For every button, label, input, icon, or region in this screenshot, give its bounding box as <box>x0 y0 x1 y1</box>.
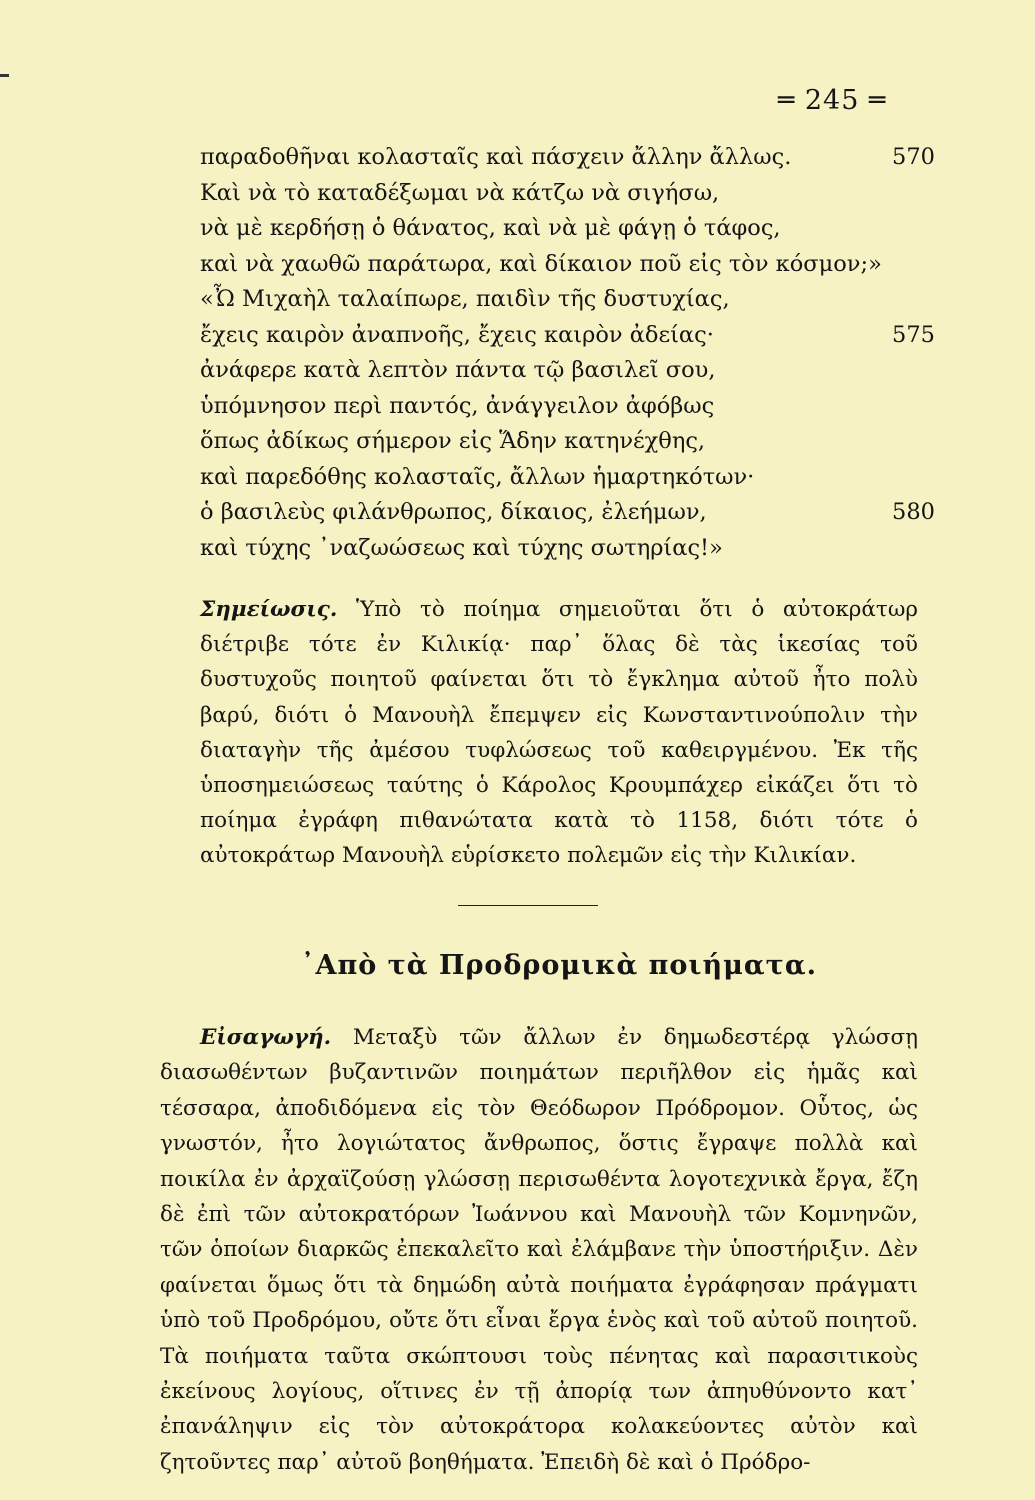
poem-line-text: ὁ βασιλεὺς φιλάνθρωπος, δίκαιος, ἐλεήμων, <box>200 499 707 525</box>
poem-line-text: καὶ παρεδόθης κολασταῖς, ἄλλων ἡμαρτηκότων· <box>200 463 755 490</box>
poem-line <box>200 140 935 176</box>
note-text: Ὑπὸ τὸ ποίημα σημειοῦται ὅτι ὁ αὐτοκράτωρ διέτριβε τότε ἐν Κιλικίᾳ· παρ᾿ ὅλας δὲ τὰς ἱκεσίας τοῦ δυστυχοῦς ποιητοῦ φαίνεται ὅτι τὸ ἔγκλημα αὐτοῦ ἦτο πολὺ βαρύ, διότι ὁ Μανουὴλ ἔπεμψεν εἰς Κωνσταντινούπολιν τὴν διαταγὴν τῆς ἀμέσου τυφλώσεως τοῦ καθειργμένου. Ἐκ τῆς ὑποσημειώσεως ταύτης ὁ Κάρολος Κρουμπάχερ εἰκάζει ὅτι τὸ ποίημα ἐγράφη πιθανώτατα κατὰ τὸ 1158, διότι τότε ὁ αὐτοκράτωρ Μανουὴλ εὑρίσκετο πολεμῶν εἰς τὴν Κιλικίαν. <box>200 597 918 869</box>
margin-mark <box>0 74 9 77</box>
poem-line <box>200 531 935 567</box>
poem-line-text: παραδοθῆναι κολασταῖς καὶ πάσχειν ἄλλην ἄλλως. <box>200 144 792 170</box>
note-label: Σημείωσις. <box>200 597 338 622</box>
poem-line-text: ὑπόμνησον περὶ παντός, ἀνάγγειλον ἀφόβως <box>200 392 715 419</box>
section-title: ᾿Απὸ τὰ Προδρομικὰ ποιήματα. <box>301 950 817 981</box>
poem-line <box>200 176 935 212</box>
poem-line <box>200 282 935 318</box>
intro-label: Εἰσαγωγή. <box>200 1025 332 1050</box>
intro-block <box>160 1020 918 1480</box>
line-number: 570 <box>892 144 935 170</box>
poem-line <box>200 424 935 460</box>
poem-line-text: Καὶ νὰ τὸ καταδέξωμαι νὰ κάτζω νὰ σιγήσω, <box>200 179 720 206</box>
poem-line <box>200 460 935 496</box>
line-number: 580 <box>892 499 935 525</box>
poem-line-text: ἔχεις καιρὸν ἀναπνοῆς, ἔχεις καιρὸν ἀδείας· <box>200 321 714 348</box>
poem-line-text: ὅπως ἀδίκως σήμερον εἰς Ἅδην κατηνέχθης, <box>200 428 706 454</box>
poem-line <box>200 495 935 531</box>
poem-block <box>200 140 935 566</box>
poem-line-text: ἀνάφερε κατὰ λεπτὸν πάντα τῷ βασιλεῖ σου, <box>200 357 716 383</box>
poem-line <box>200 353 935 389</box>
page-number: ═ 245 ═ <box>778 85 887 116</box>
line-number: 575 <box>892 321 935 348</box>
poem-line <box>200 318 935 354</box>
section-divider <box>458 905 598 906</box>
poem-line <box>200 247 935 283</box>
poem-line <box>200 389 935 425</box>
poem-line <box>200 211 935 247</box>
note-paragraph <box>200 592 918 874</box>
poem-line-text: καὶ τύχης ᾿ναζωώσεως καὶ τύχης σωτηρίας!» <box>200 534 723 561</box>
poem-line-text: καὶ νὰ χαωθῶ παράτωρα, καὶ δίκαιον ποῦ εἰς τὸν κόσμον;» <box>200 250 882 277</box>
poem-line-text: «Ὦ Μιχαὴλ ταλαίπωρε, παιδὶν τῆς δυστυχίας, <box>200 286 730 312</box>
intro-text: Μεταξὺ τῶν ἄλλων ἐν δημωδεστέρᾳ γλώσσῃ διασωθέντων βυζαντινῶν ποιημάτων περιῆλθον εἰς ἡμᾶς καὶ τέσσαρα, ἀποδιδόμενα εἰς τὸν Θεόδωρον Πρόδρομον. Οὗτος, ὡς γνωστόν, ἦτο λογιώτατος ἄνθρωπος, ὅστις ἔγραψε πολλὰ καὶ ποικίλα ἐν ἀρχαϊζούσῃ γλώσσῃ περισωθέντα λογοτεχνικὰ ἔργα, ἔζη δὲ ἐπὶ τῶν αὐτοκρατόρων Ἰωάννου καὶ Μανουὴλ τῶν Κομνηνῶν, τῶν ὁποίων διαρκῶς ἐπεκαλεῖτο καὶ ἐλάμβανε τὴν ὑποστήριξιν. Δὲν φαίνεται ὅμως ὅτι τὰ δημώδη αὐτὰ ποιήματα ἐγράφησαν πράγματι ὑπὸ τοῦ Προδρόμου, οὔτε ὅτι εἶναι ἔργα ἑνὸς καὶ τοῦ αὐτοῦ ποιητοῦ. Τὰ ποιήματα ταῦτα σκώπτουσι τοὺς πένητας καὶ παρασιτικοὺς ἐκείνους λογίους, οἵτινες ἐν τῇ ἀπορίᾳ των ἀπηυθύνοντο κατ᾿ ἐπανάληψιν εἰς τὸν αὐτοκράτορα κολακεύοντες αὐτὸν καὶ ζητοῦντες παρ᾿ αὐτοῦ βοηθήματα. Ἐπειδὴ δὲ καὶ ὁ Πρόδρο- <box>160 1025 918 1475</box>
intro-paragraph <box>160 1020 918 1480</box>
poem-line-text: νὰ μὲ κερδήσῃ ὁ θάνατος, καὶ νὰ μὲ φάγῃ ὁ τάφος, <box>200 215 781 241</box>
